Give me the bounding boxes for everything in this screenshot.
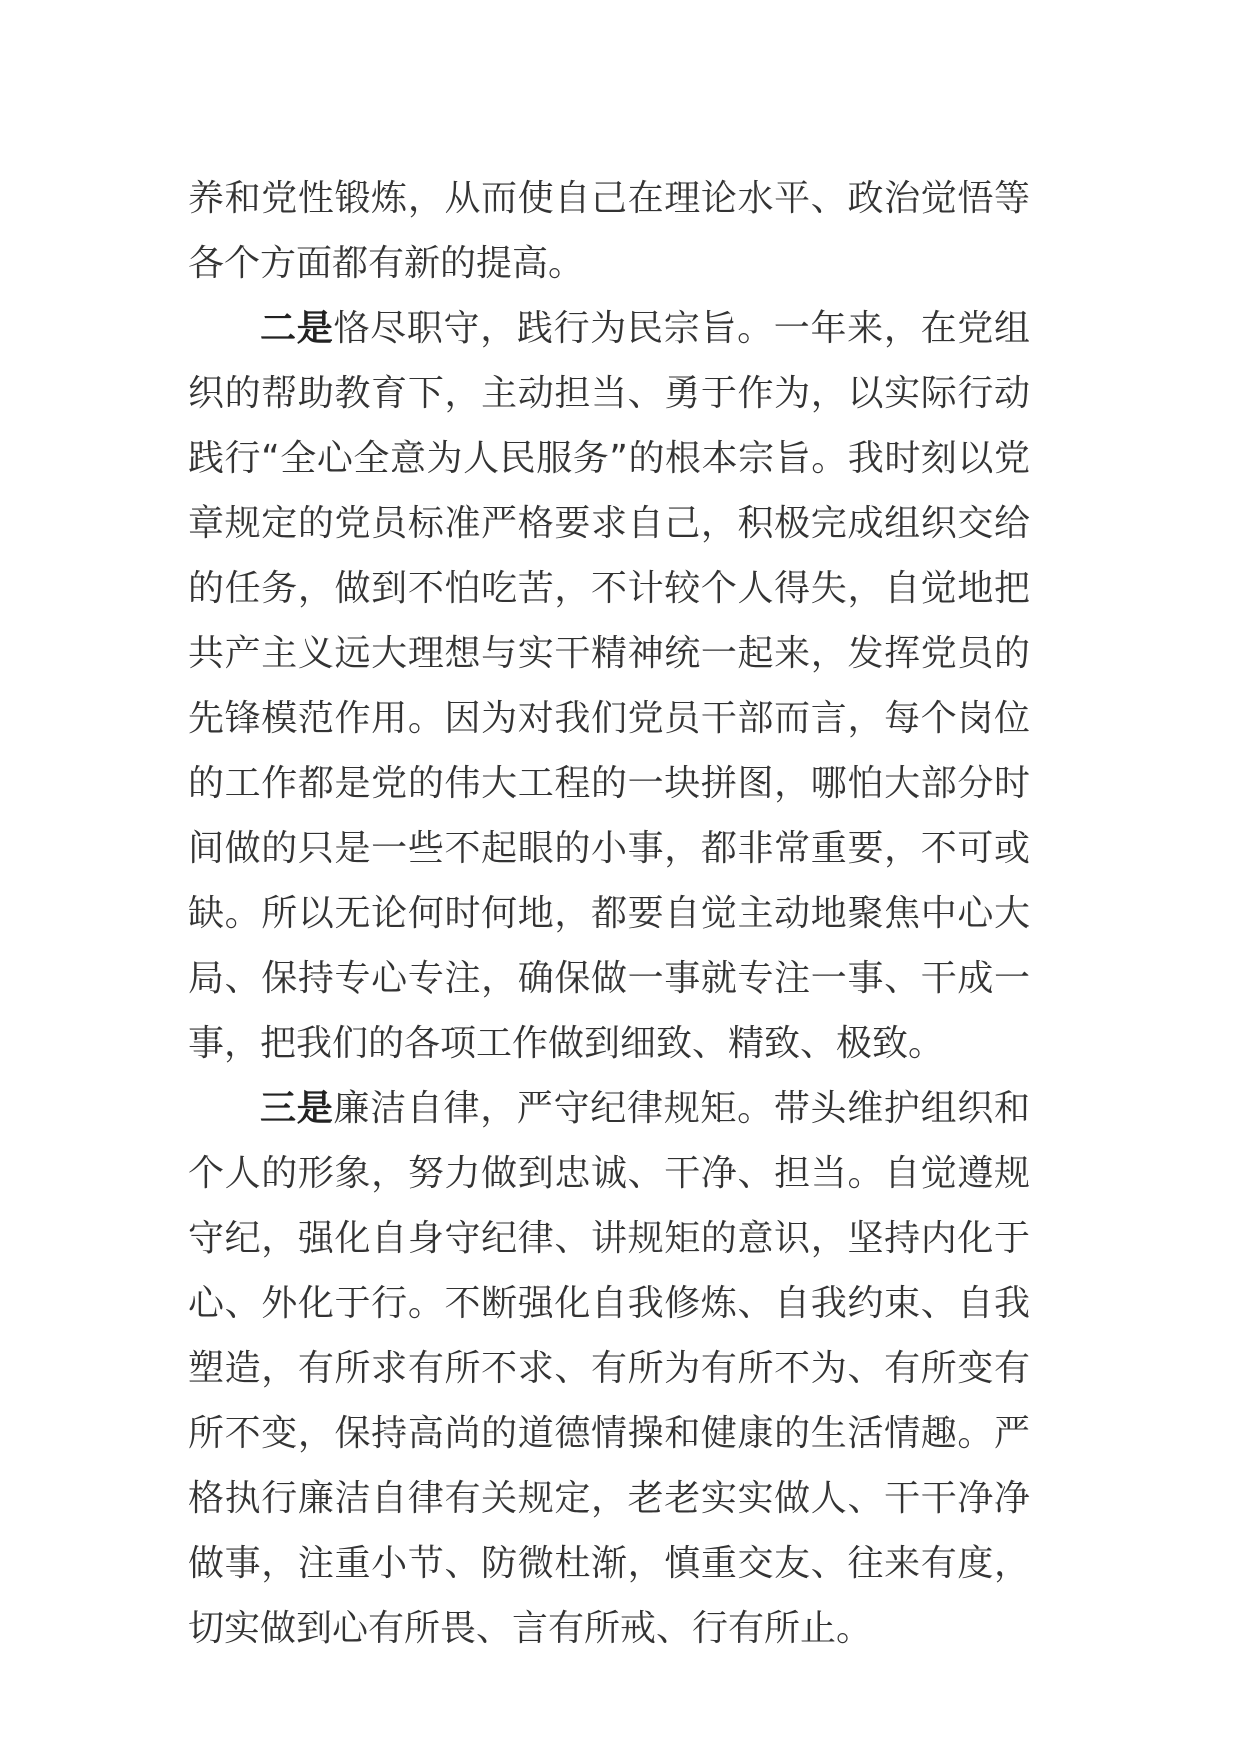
paragraph-lead: 三是 [260, 1088, 334, 1129]
paragraph-text: 养和党性锻炼，从而使自己在理论水平、政治觉悟等各个方面都有新的提高。 [188, 178, 1030, 284]
paragraph-point-two [188, 296, 1030, 1076]
paragraph-lead: 二是 [260, 308, 334, 349]
paragraph-point-three [188, 1076, 1030, 1661]
paragraph-text: 恪尽职守，践行为民宗旨。一年来，在党组织的帮助教育下，主动担当、勇于作为，以实际行动践行“全心全意为人民服务”的根本宗旨。我时刻以党章规定的党员标准严格要求自己，积极完成组织交给的任务，做到不怕吃苦，不计较个人得失，自觉地把共产主义远大理想与实干精神统一起来，发挥党员的先锋模范作用。因为对我们党员干部而言，每个岗位的工作都是党的伟大工程的一块拼图，哪怕大部分时间做的只是一些不起眼的小事，都非常重要，不可或缺。所以无论何时何地，都要自觉主动地聚焦中心大局、保持专心专注，确保做一事就专注一事、干成一事，把我们的各项工作做到细致、精致、极致。 [188, 308, 1030, 1064]
paragraph-continuation [188, 166, 1030, 296]
paragraph-text: 廉洁自律，严守纪律规矩。带头维护组织和个人的形象，努力做到忠诚、干净、担当。自觉遵规守纪，强化自身守纪律、讲规矩的意识，坚持内化于心、外化于行。不断强化自我修炼、自我约束、自我塑造，有所求有所不求、有所为有所不为、有所变有所不变，保持高尚的道德情操和健康的生活情趣。严格执行廉洁自律有关规定，老老实实做人、干干净净做事，注重小节、防微杜渐，慎重交友、往来有度，切实做到心有所畏、言有所戒、行有所止。 [188, 1088, 1030, 1649]
document-body [188, 166, 1030, 1661]
